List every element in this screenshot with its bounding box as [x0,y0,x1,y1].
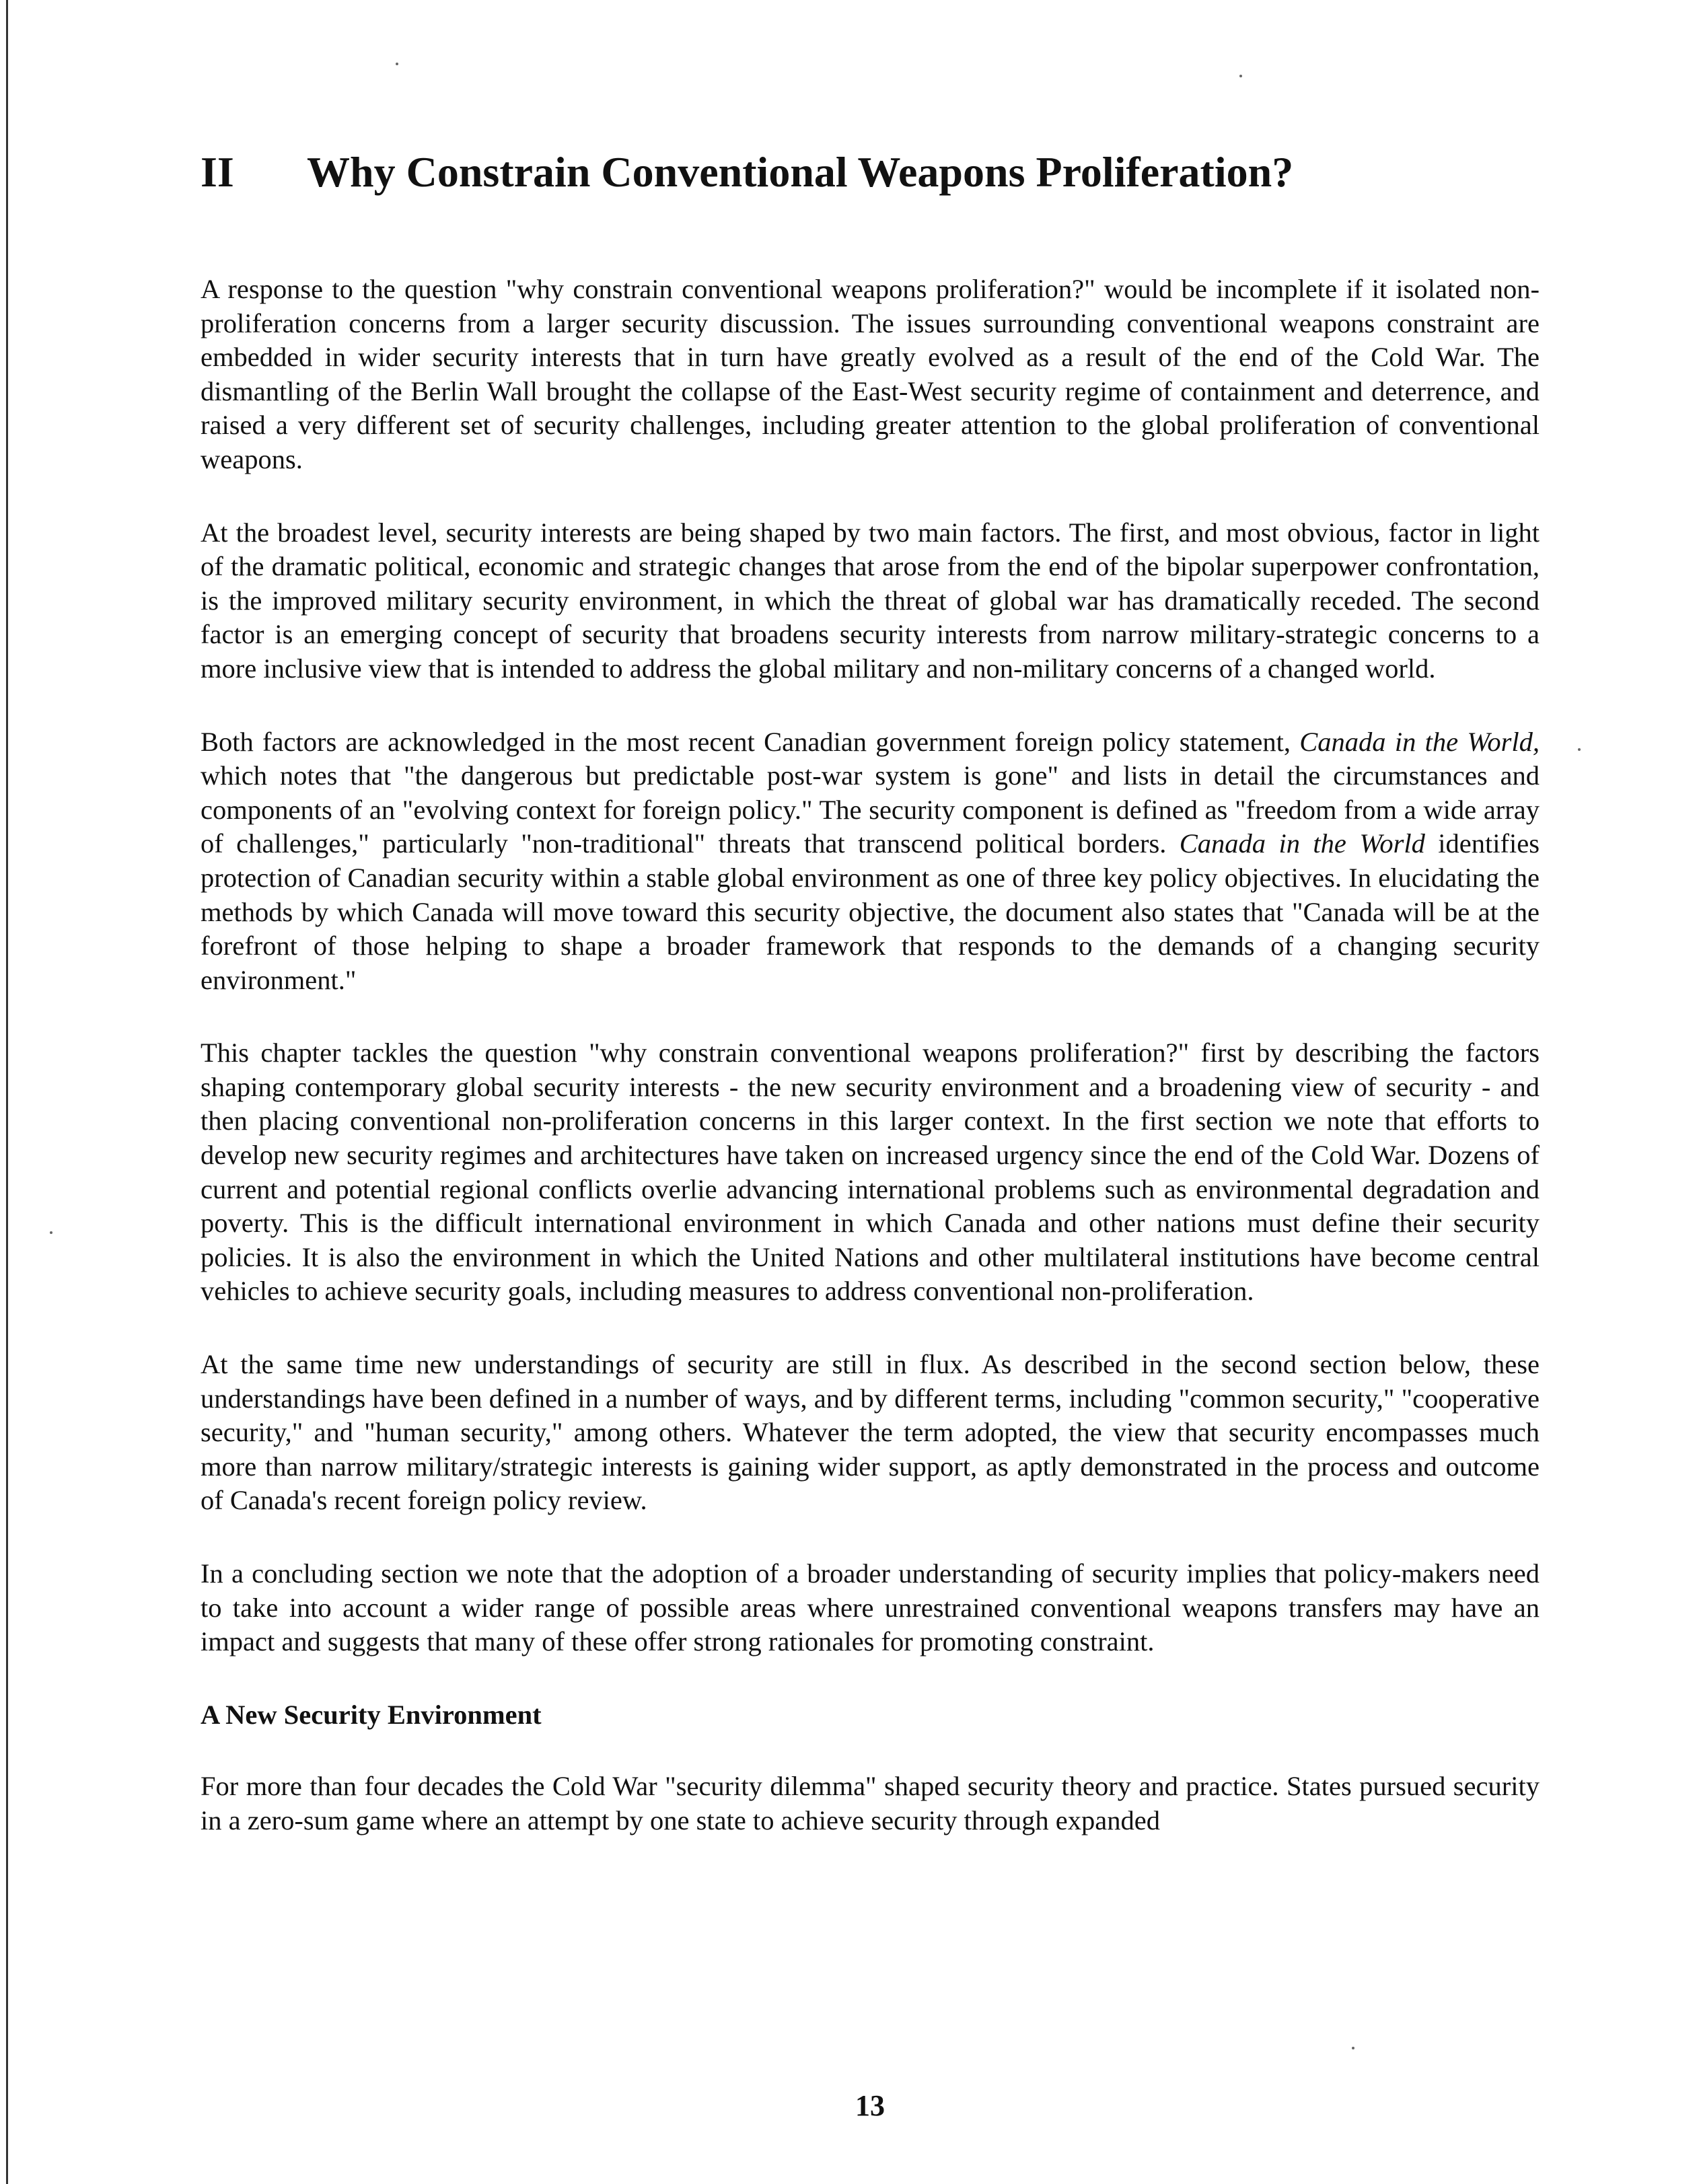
paragraph-6: In a concluding section we note that the adoption of a broader understanding of security implies that policy-makers need to take into account a wider range of possible areas where unrestrained conventional weapons transfers may have an impact and suggests that many of these offer strong rationales for promoting constraint. [201,1558,1540,1657]
paragraph-4: This chapter tackles the question "why constrain conventional weapons proliferation?" first by describing the factors shaping contemporary global security interests - the new security environment and a broadening view of security - and then placing conventional non-proliferation concerns in this larger context. In the first section we note that efforts to develop new security regimes and architectures have taken on increased urgency since the end of the Cold War. Dozens of current and potential regional conflicts overlie advancing international problems such as environmental degradation and poverty. This is the difficult international environment in which Canada and other nations must define their security policies. It is also the environment in which the United Nations and other multilateral institutions have become central vehicles to achieve security goals, including measures to address conventional non-proliferation. [201,1038,1540,1307]
chapter-number: II [201,148,234,196]
body-text [201,272,1540,1877]
paragraph-3-text: identifies protection of Canadian security within a stable global environment as one of three key policy objectives. In elucidating the methods by which Canada will move toward this security objective, the document also states that "Canada will be at the forefront of those helping to shape a broader framework that responds to the demands of a changing security environment." [201,828,1540,995]
publication-title: Canada in the World, [1299,726,1540,757]
paragraph-1: A response to the question "why constrain conventional weapons proliferation?" would be incomplete if it isolated non-proliferation concerns from a larger security discussion. The issues surrounding conventional weapons constraint are embedded in wider security interests that in turn have greatly evolved as a result of the end of the Cold War. The dismantling of the Berlin Wall brought the collapse of the East-West security regime of containment and deterrence, and raised a very different set of security challenges, including greater attention to the global proliferation of conventional weapons. [201,274,1540,474]
section-paragraph: For more than four decades the Cold War "security dilemma" shaped security theory and practice. States pursued security in a zero-sum game where an attempt by one state to achieve security through expanded [201,1771,1540,1835]
paragraph-3-text: Both factors are acknowledged in the most recent Canadian government foreign policy statement, [201,726,1300,757]
paragraph-2: At the broadest level, security interests are being shaped by two main factors. The first, and most obvious, factor in light of the dramatic political, economic and strategic changes that arose from the end of the bipolar superpower confrontation, is the improved military security environment, in which the threat of global war has dramatically receded. The second factor is an emerging concept of security that broadens security interests from narrow military-strategic concerns to a more inclusive view that is intended to address the global military and non-military concerns of a changed world. [201,517,1540,684]
chapter-title [201,147,1293,198]
scan-speck [1578,748,1581,751]
chapter-title-text: Why Constrain Conventional Weapons Proliferation? [307,148,1294,196]
scan-speck [50,1231,52,1234]
paragraph-5: At the same time new understandings of security are still in flux. As described in the second section below, these understandings have been defined in a number of ways, and by different terms, including "common security," "cooperative security," and "human security," among others. Whatever the term adopted, the view that security encompasses much more than narrow military/strategic interests is gaining wider support, as aptly demonstrated in the process and outcome of Canada's recent foreign policy review. [201,1349,1540,1516]
scan-left-edge-line [6,0,8,2184]
page-number: 13 [855,2089,885,2122]
publication-title: Canada in the World [1179,828,1425,859]
paragraph-3-text: which notes that "the dangerous but predictable post-war system is gone" and lists in detail the circumstances and components of an "evolving context for foreign policy." The security component is defined as "freedom from a wide array of challenges," particularly "non-traditional" threats that transcend political borders. [201,760,1540,859]
document-page [201,0,1540,2184]
paragraph-3 [201,725,1540,998]
section-heading: A New Security Environment [201,1699,542,1730]
